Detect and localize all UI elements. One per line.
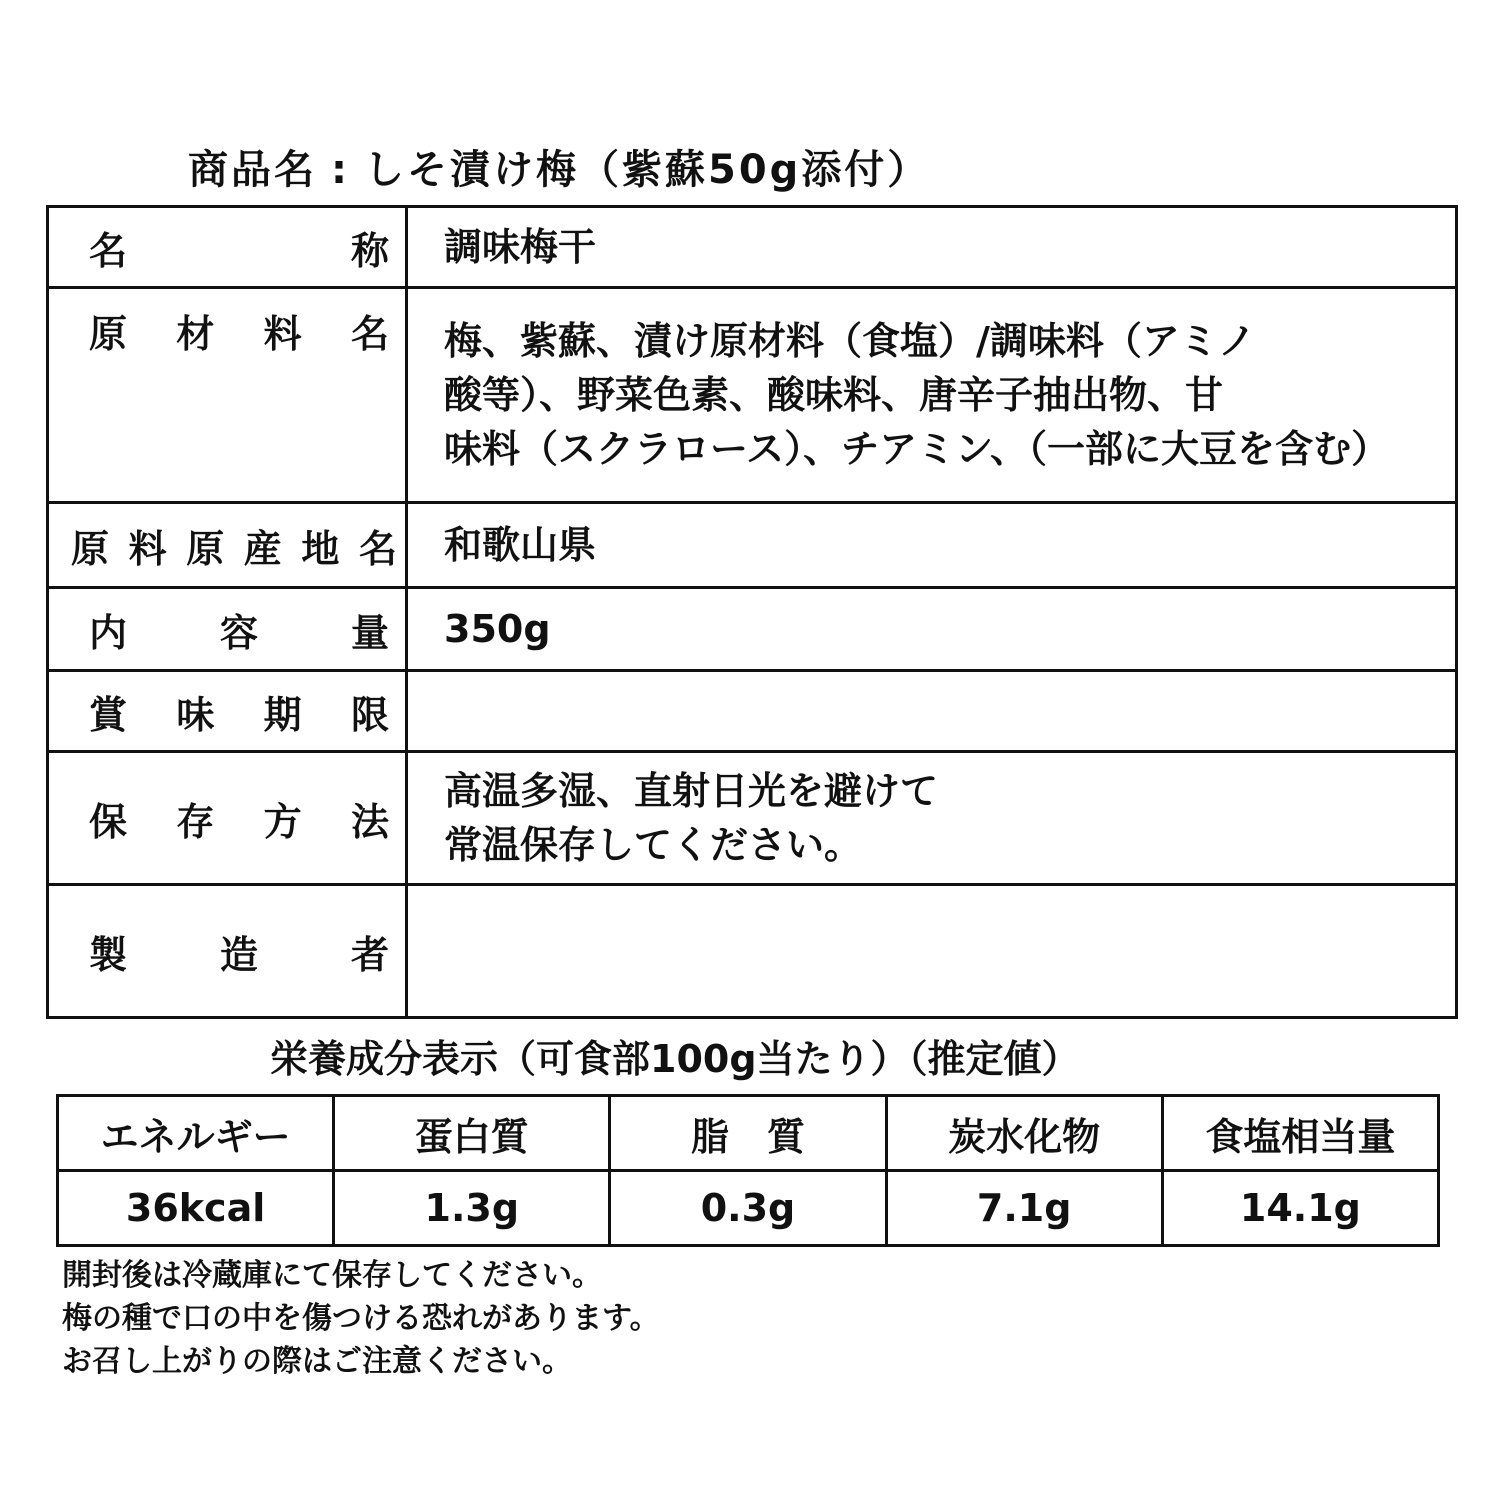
product-name: しそ漬け梅（紫蘇50g添付） [364,147,931,193]
row-value-manufacturer [407,885,1457,1018]
food-label-table [46,205,1458,1019]
nutrition-table [56,1094,1440,1247]
table-row [48,588,1457,671]
nutrition-value: 1.3g [334,1171,610,1246]
table-row [48,752,1457,885]
nutrition-header: 脂 質 [610,1096,886,1171]
note-line: お召し上がりの際はご注意ください。 [62,1344,572,1379]
notes [62,1254,660,1383]
product-name-label: 商品名 [188,147,317,193]
nutrition-value-row [58,1171,1439,1246]
row-key-content: 内容量 [48,588,407,671]
product-name-separator: : [331,147,350,193]
row-key-ingredients: 原材料名 [48,288,407,503]
nutrition-value: 7.1g [886,1171,1162,1246]
nutrition-value: 36kcal [58,1171,334,1246]
table-row [48,207,1457,288]
note-line: 開封後は冷蔵庫にて保存してください。 [62,1258,602,1293]
note-line: 梅の種で口の中を傷つける恐れがあります。 [62,1301,660,1336]
nutrition-value: 14.1g [1162,1171,1438,1246]
row-key-manufacturer: 製造者 [48,885,407,1018]
product-title [188,138,930,195]
table-row [48,288,1457,503]
nutrition-header-row [58,1096,1439,1171]
row-value-origin: 和歌山県 [407,503,1457,588]
row-value-storage: 高温多湿、直射日光を避けて 常温保存してください。 [407,752,1457,885]
row-key-expiry: 賞味期限 [48,671,407,752]
nutrition-title: 栄養成分表示（可食部100g当たり）（推定値） [270,1037,1080,1081]
nutrition-header: 炭水化物 [886,1096,1162,1171]
row-value-expiry [407,671,1457,752]
nutrition-value: 0.3g [610,1171,886,1246]
table-row [48,671,1457,752]
row-value-name: 調味梅干 [407,207,1457,288]
row-value-content: 350g [407,588,1457,671]
row-key-name: 名 称 [48,207,407,288]
nutrition-header: 食塩相当量 [1162,1096,1438,1171]
nutrition-header: エネルギー [58,1096,334,1171]
row-value-ingredients: 梅、紫蘇、漬け原材料（食塩）/調味料（アミノ 酸等）、野菜色素、酸味料、唐辛子抽出物、甘 味料（スクラロース）、チアミン、（一部に大豆を含む） [407,288,1457,503]
nutrition-header: 蛋白質 [334,1096,610,1171]
row-key-origin: 原料原産地名 [48,503,407,588]
table-row [48,503,1457,588]
row-key-storage: 保存方法 [48,752,407,885]
table-row [48,885,1457,1018]
